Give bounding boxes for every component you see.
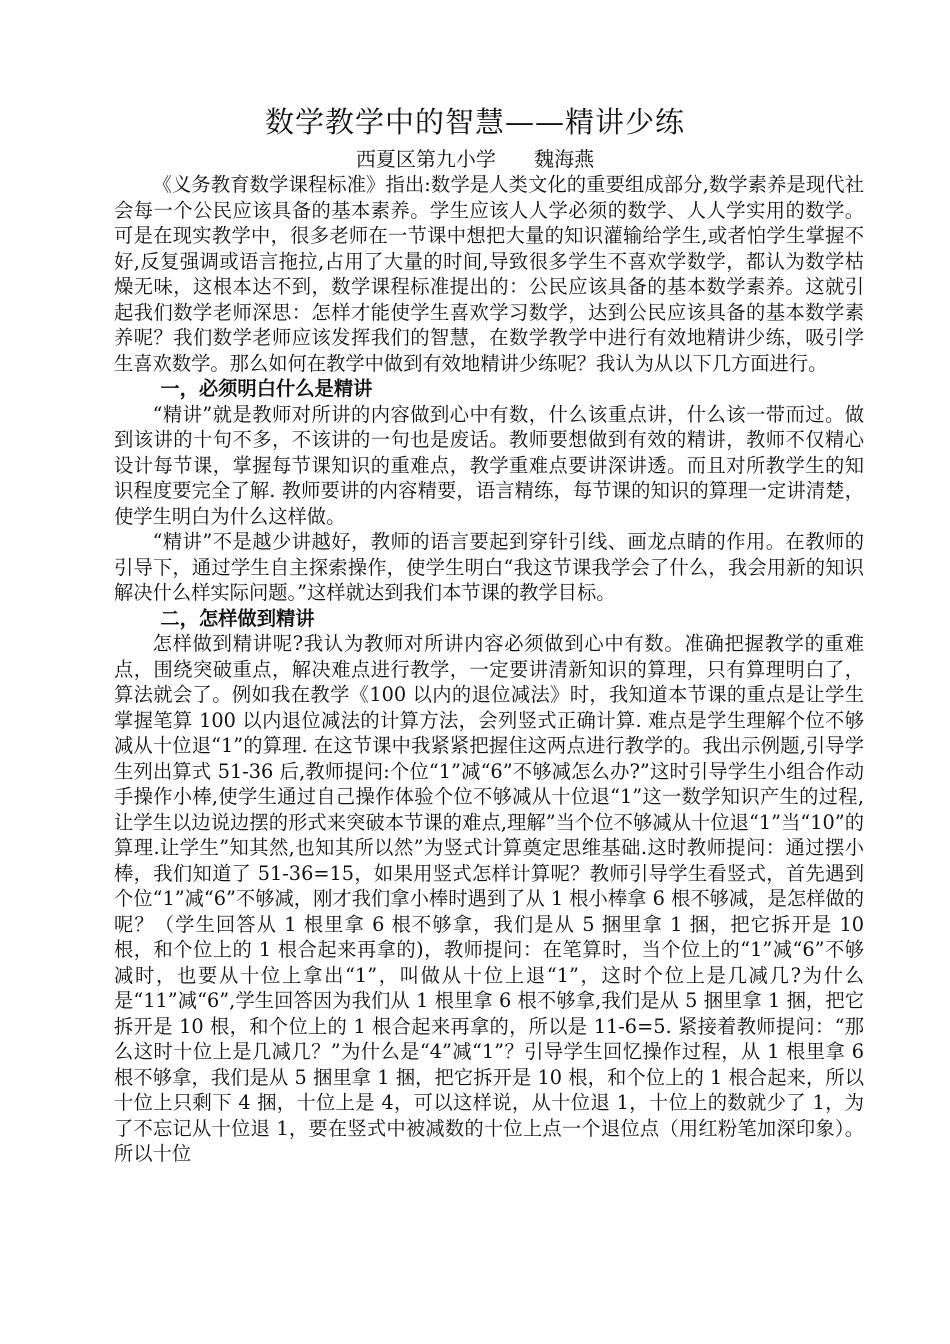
section-1-paragraph-2: “精讲”不是越少讲越好，教师的语言要起到穿针引线、画龙点睛的作用。在教师的引导下，通过学生自主探索操作，使学生明白“我这节课我学会了什么，我会用新的知识解决什么样实际问题。”这样就达到我们本节课的教学目标。 <box>114 530 864 604</box>
author-line: 西夏区第九小学 魏海燕 <box>355 147 595 171</box>
document-title: 数学教学中的智慧——精讲少练 <box>264 105 685 139</box>
intro-paragraph: 《义务教育数学课程标准》指出:数学是人类文化的重要组成部分,数学素养是现代社会每一个公民应该具备的基本素养。学生应该人人学必须的数学、人人学实用的数学。可是在现实教学中，很多老师在一节课中想把大量的知识灌输给学生,或者怕学生掌握不好,反复强调或语言拖拉,占用了大量的时间,导致很多学生不喜欢学数学，都认为数学枯燥无味，这根本达不到，数学课程标准提出的：公民应该具备的基本数学素养。这就引起我们数学老师深思：怎样才能使学生喜欢学习数学，达到公民应该具备的基本数学素养呢？我们数学老师应该发挥我们的智慧，在数学教学中进行有效地精讲少练，吸引学生喜欢数学。那么如何在教学中做到有效地精讲少练呢？我认为从以下几方面进行。 <box>114 173 864 375</box>
section-1-paragraph-1: “精讲”就是教师对所讲的内容做到心中有数，什么该重点讲，什么该一带而过。做到该讲的十句不多，不该讲的一句也是废话。教师要想做到有效的精讲，教师不仅精心设计每节课，掌握每节课知识的重难点，教学重难点要讲深讲透。而且对所教学生的知识程度要完全了解. 教师要讲的内容精要，语言精练，每节课的知识的算理一定讲清楚，使学生明白为什么这样做。 <box>114 402 864 528</box>
document-body <box>114 172 864 1167</box>
section-heading-1: 一，必须明白什么是精讲 <box>160 377 373 400</box>
section-heading-2: 二，怎样做到精讲 <box>160 606 315 630</box>
section-2-paragraph-1: 怎样做到精讲呢?我认为教师对所讲内容必须做到心中有数。准确把握教学的重难点，围绕突破重点，解决难点进行教学，一定要讲清新知识的算理，只有算理明白了，算法就会了。例如我在教学《100 以内的退位减法》时，我知道本节课的重点是让学生掌握笔算 100 以内退位减法的计算方法，会列竖式正确计算. 难点是学生理解个位不够减从十位退“1”的算理. 在这节课中我紧紧把握住这两点进行教学的。我出示例题,引导学生列出算式 51-36 后,教师提问:个位“1”减“6”不够减怎么办?”这时引导学生小组合作动手操作小棒,使学生通过自己操作体验个位不够减从十位退“1”这一数学知识产生的过程,让学生以边说边摆的形式来突破本节课的难点,理解”当个位不够减从十位退“1”当“10”的算理.让学生”知其然,也知其所以然”为竖式计算奠定思维基础.这时教师提问：通过摆小棒，我们知道了 51-36=15，如果用竖式怎样计算呢？教师引导学生看竖式，首先遇到个位“1”减“6”不够减，刚才我们拿小棒时遇到了从 1 根小棒拿 6 根不够减，是怎样做的呢？（学生回答从 1 根里拿 6 根不够拿，我们是从 5 捆里拿 1 捆，把它拆开是 10 根，和个位上的 1 根合起来再拿的)，教师提问：在笔算时，当个位上的“1”减“6”不够减时，也要从十位上拿出“1”，叫做从十位上退“1”，这时个位上是几减几?为什么是“11”减“6”,学生回答因为我们从 1 根里拿 6 根不够拿,我们是从 5 捆里拿 1 捆，把它拆开是 10 根，和个位上的 1 根合起来再拿的，所以是 11-6=5. 紧接着教师提问：“那么这时十位上是几减几？”为什么是“4”减“1”？引导学生回忆操作过程，从 1 根里拿 6 根不够拿，我们是从 5 捆里拿 1 捆，把它拆开是 10 根，和个位上的 1 根合起来，所以十位上只剩下 4 捆，十位上是 4，可以这样说，从十位退 1，十位上的数就少了 1，为了不忘记从十位退 1，要在竖式中被减数的十位上点一个退位点（用红粉笔加深印象）。所以十位 <box>114 632 864 1165</box>
